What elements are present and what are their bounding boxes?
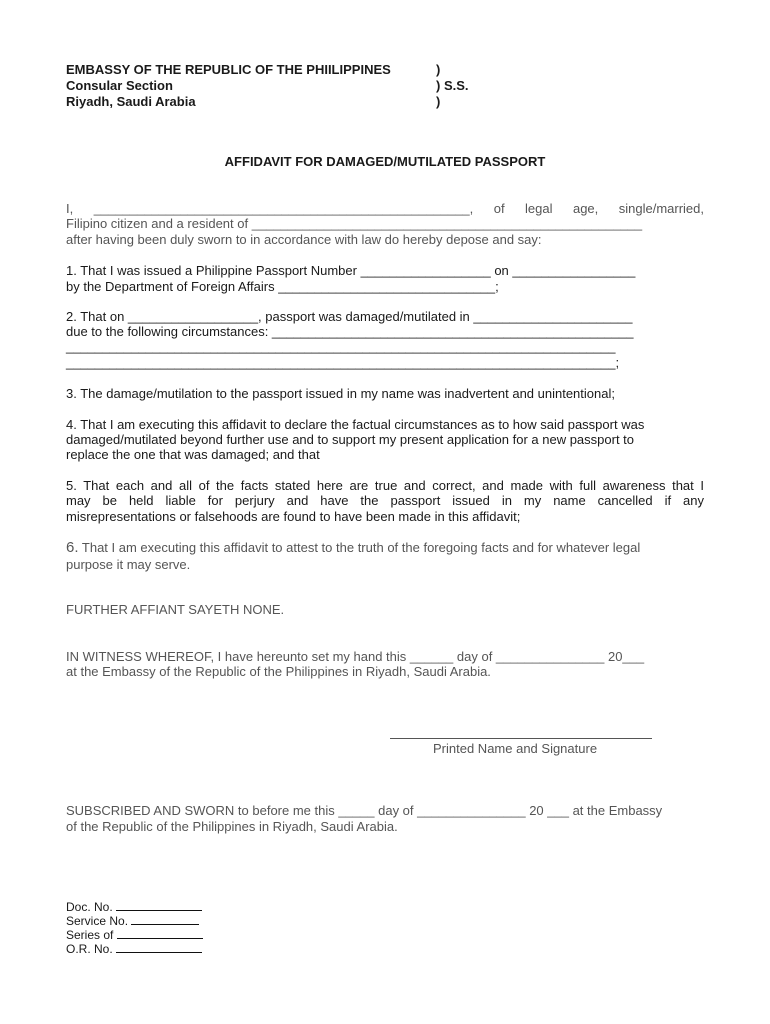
or-no-field	[66, 940, 202, 957]
document-title: AFFIDAVIT FOR DAMAGED/MUTILATED PASSPORT	[224, 154, 546, 169]
para-5-line-1: 5. That each and all of the facts stated here are true and correct, and made with full awareness that I	[66, 478, 704, 493]
embassy-location: Riyadh, Saudi Arabia	[66, 94, 196, 109]
para-2-line-1: 2. That on __________________, passport was damaged/mutilated in ______________________	[66, 309, 633, 324]
doc-no-blank	[116, 898, 202, 911]
intro-line-2: Filipino citizen and a resident of ______________________________________________________	[66, 216, 643, 231]
venue-bracket-1: )	[436, 62, 441, 77]
doc-no-label: Doc. No.	[66, 900, 113, 914]
venue-ss: ) S.S.	[436, 78, 469, 93]
para-6-text: That I am executing this affidavit to attest to the truth of the foregoing facts and for whatever legal	[78, 540, 641, 555]
subscribed-line-2: of the Republic of the Philippines in Riyadh, Saudi Arabia.	[66, 819, 398, 834]
embassy-name: EMBASSY OF THE REPUBLIC OF THE PHIILIPPINES	[66, 62, 391, 77]
consular-section: Consular Section	[66, 78, 173, 93]
service-no-label: Service No.	[66, 914, 129, 928]
para-1-line-1: 1. That I was issued a Philippine Passport Number __________________ on _________________	[66, 263, 636, 278]
intro-line-3: after having been duly sworn to in accordance with law do hereby depose and say:	[66, 232, 542, 247]
para-4-line-1: 4. That I am executing this affidavit to declare the factual circumstances as to how said passport was	[66, 417, 645, 432]
para-6-number: 6.	[66, 539, 79, 556]
witness-line-2: at the Embassy of the Republic of the Philippines in Riyadh, Saudi Arabia.	[66, 664, 491, 679]
para-5-line-3: misrepresentations or falsehoods are found to have been made in this affidavit;	[66, 509, 521, 524]
para-2-line-2: due to the following circumstances: __________________________________________________	[66, 324, 634, 339]
or-no-label: O.R. No.	[66, 942, 113, 956]
subscribed-line-1: SUBSCRIBED AND SWORN to before me this _____ day of _______________ 20 ___ at the Embassy	[66, 803, 663, 818]
further-affiant: FURTHER AFFIANT SAYETH NONE.	[66, 602, 285, 617]
para-3: 3. The damage/mutilation to the passport issued in my name was inadvertent and unintentional;	[66, 386, 615, 401]
para-1-line-2: by the Department of Foreign Affairs ______________________________;	[66, 279, 499, 294]
para-4-line-2: damaged/mutilated beyond further use and to support my present application for a new passport to	[66, 432, 635, 447]
para-6-line-1	[66, 540, 640, 556]
or-no-blank	[116, 940, 202, 953]
witness-line-1: IN WITNESS WHEREOF, I have hereunto set my hand this ______ day of _______________ 20___	[66, 649, 645, 664]
signature-line	[390, 738, 652, 739]
series-of-blank	[117, 926, 203, 939]
para-4-line-3: replace the one that was damaged; and that	[66, 447, 320, 462]
series-of-label: Series of	[66, 928, 114, 942]
venue-bracket-3: )	[436, 94, 441, 109]
signature-label: Printed Name and Signature	[433, 741, 598, 756]
para-6-line-2: purpose it may serve.	[66, 557, 191, 572]
para-2-line-3: ____________________________________________________________________________	[66, 339, 616, 354]
service-no-blank	[131, 912, 199, 925]
para-5-line-2: may be held liable for perjury and have the passport issued in my name cancelled if any	[66, 493, 704, 508]
intro-line-1: I, ____________________________________________________, of legal age, single/married,	[66, 201, 704, 216]
para-2-line-4: ____________________________________________________________________________;	[66, 355, 620, 370]
